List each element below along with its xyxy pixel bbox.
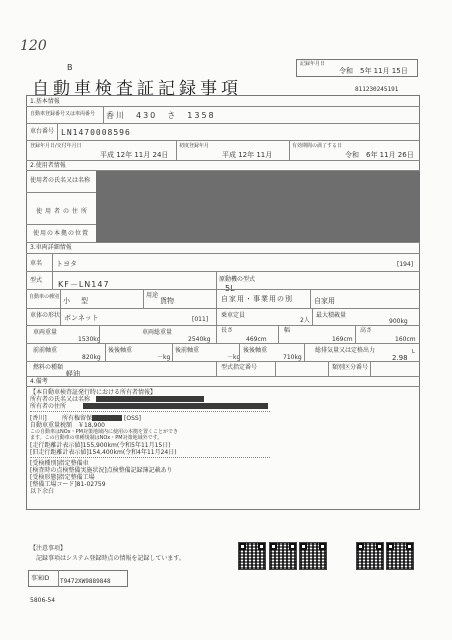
remarks-old-odometer: [旧走行距離計表示値]154,400km(令和4年11月24日) — [30, 449, 177, 456]
displacement-value: 2.98 — [392, 354, 408, 362]
section-basic-header: 1.基本情報 — [30, 98, 60, 105]
engine-value: 5L — [225, 284, 235, 293]
note-header: 【注意事項】 — [30, 545, 67, 552]
qr-code-4-icon — [357, 543, 383, 569]
first-reg-value: 平成 12年 11月 — [222, 151, 273, 159]
remarks-region: [香川] — [30, 415, 53, 422]
body-code: [011] — [192, 316, 209, 323]
remarks-nox-1: この自動車はNOx・PM対策地域内に使用の本拠を置くことができ — [30, 429, 178, 435]
redacted-remarks-field — [92, 415, 122, 421]
section-vehicle-header: 3.車両詳細情報 — [30, 244, 72, 251]
reg-date-label: 登録年月日/交付年月日 — [30, 143, 82, 149]
remarks-inspection-type: [受検種別]指定整備車 — [30, 460, 89, 467]
expiry-value: 令和 6年 11月 26日 — [345, 151, 414, 159]
remarks-inspection-form: [受検形態]指定整備工場 — [30, 474, 95, 481]
business-value: 自家用 — [314, 297, 335, 305]
reg-no-label: 自動車登録番号又は車両番号 — [30, 111, 96, 117]
chassis-value: LN1470008596 — [61, 128, 131, 137]
model-label: 型式 — [30, 277, 43, 284]
remarks-oss-tag: [OSS] — [124, 415, 142, 422]
fuel-value: 軽油 — [66, 370, 80, 378]
note-text: 記録事項はシステム登録時点の情報を記録しています。 — [36, 555, 185, 562]
body-label: 車体の形状 — [30, 312, 61, 319]
max-load-value: 900kg — [389, 318, 408, 325]
type-no-label: 型式指定番号 — [221, 364, 258, 371]
remarks-odometer: [走行距離計表示値]155,900km(令和5年11月15日) — [30, 442, 171, 449]
redacted-user-info — [96, 171, 420, 242]
redacted-owner-name — [96, 396, 204, 402]
body-value: ボンネット — [64, 314, 99, 322]
fuel-label: 燃料の種類 — [33, 364, 64, 371]
remarks-ownership: 所有権留保 — [62, 415, 93, 422]
maker-value: トヨタ — [56, 260, 77, 268]
record-date-box — [296, 59, 418, 77]
remarks-tax: 自動車重量税額 ￥18,900 — [30, 422, 105, 429]
qr-code-1-icon — [239, 543, 265, 569]
displacement-unit: L — [412, 349, 415, 355]
gross-weight-label: 車両総重量 — [142, 329, 173, 336]
kind-value: 小 型 — [63, 297, 90, 305]
footer-code: 5806-54 — [30, 597, 56, 604]
model-value: KF－LN147 — [58, 280, 110, 289]
max-load-label: 最大積載量 — [316, 312, 347, 319]
business-label: 自家用・事業用の別 — [221, 295, 293, 303]
weight-label: 車両重量 — [33, 329, 58, 336]
fr-axle-label: 後後軸重 — [108, 347, 133, 354]
remarks-end: 以下余白 — [30, 488, 55, 495]
gross-weight-value: 2540kg — [188, 336, 211, 343]
length-value: 469cm — [246, 336, 267, 343]
record-date-value: 令和 5年 11月 15日 — [339, 67, 408, 75]
case-id-value: T9472XW9889848 — [60, 578, 111, 585]
qr-code-3-icon — [300, 543, 326, 569]
length-label: 長さ — [221, 327, 234, 334]
page-title: 自動車検査証記録事項 — [32, 79, 242, 99]
displacement-label: 総排気量又は定格出力 — [315, 347, 376, 354]
case-id-label: 事案ID — [31, 575, 50, 582]
capacity-value: 2人 — [300, 317, 310, 324]
qr-code-5-icon — [387, 543, 413, 569]
remarks-maintenance: [検査時の点検整備実施状況]点検整備記録簿記載あり — [30, 467, 173, 474]
ff-axle-value: 820kg — [82, 354, 101, 361]
document-id: 811230245191 — [355, 86, 399, 93]
capacity-label: 乗車定員 — [221, 312, 246, 319]
user-base-label: 使用の本拠の位置 — [33, 230, 90, 237]
fr-axle-value: －kg — [157, 354, 171, 361]
width-label: 幅 — [284, 327, 291, 334]
rf-axle-label: 後前軸重 — [175, 347, 200, 354]
handwritten-number: 120 — [20, 38, 47, 54]
height-value: 160cm — [395, 336, 416, 343]
purpose-label: 用途 — [146, 292, 159, 299]
reg-date-value: 平成 12年 11月 24日 — [100, 151, 169, 159]
remarks-nox-2: ます。この自動車の車種規制はNOx・PM対策地域外です。 — [30, 435, 163, 441]
form-letter: B — [67, 63, 73, 72]
maker-code: [194] — [397, 261, 414, 268]
remarks-owner-header: 【本自動車検査証発行時における所有者情報】 — [30, 389, 157, 396]
first-reg-label: 初度登録年月 — [179, 143, 210, 149]
weight-value: 1530kg — [78, 336, 101, 343]
user-name-label: 使用者の氏名又は名称 — [30, 177, 91, 184]
qr-code-2-icon — [270, 543, 296, 569]
maker-label: 車名 — [30, 260, 43, 267]
rf-axle-value: －kg — [227, 354, 241, 361]
owner-address-label: 所有者の住所 — [30, 403, 67, 410]
section-remarks-header: 4.備考 — [30, 378, 48, 385]
section-user-header: 2.使用者情報 — [30, 162, 66, 169]
kind-label: 自動車の種別 — [29, 294, 60, 300]
remarks-factory-code: [整備工場コード]81-02759 — [30, 481, 106, 488]
rr-axle-label: 後後軸重 — [243, 347, 268, 354]
class-no-label: 類別区分番号 — [332, 364, 369, 371]
user-address-label: 使用者の住所 — [36, 208, 91, 215]
rr-axle-value: 710kg — [283, 354, 302, 361]
engine-label: 原動機の型式 — [219, 276, 256, 283]
purpose-value: 貨物 — [160, 297, 174, 305]
ff-axle-label: 前前軸重 — [33, 347, 58, 354]
redacted-owner-address — [83, 403, 268, 409]
width-value: 169cm — [332, 336, 353, 343]
chassis-label: 車台番号 — [30, 128, 55, 135]
owner-name-label: 所有者の氏名又は名称 — [30, 396, 91, 403]
height-label: 高さ — [360, 327, 373, 334]
record-date-label: 記録年月日 — [300, 61, 326, 67]
reg-no-value: 香川 430 さ 1358 — [106, 111, 216, 120]
expiry-label: 有効期間の満了する日 — [292, 143, 343, 149]
